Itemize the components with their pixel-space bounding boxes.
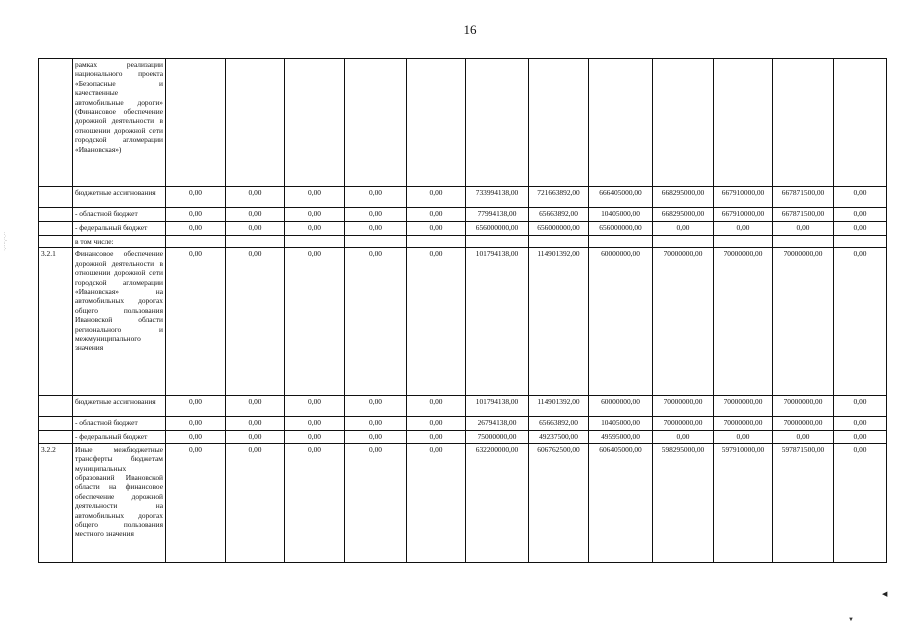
table-row xyxy=(39,208,887,222)
row-description: - областной бюджет xyxy=(73,417,166,431)
value-cell: 0,00 xyxy=(653,431,714,443)
value-cell: 0,00 xyxy=(345,248,407,396)
value-cell: 0,00 xyxy=(166,443,226,562)
value-cell: 0,00 xyxy=(226,208,285,222)
value-cell xyxy=(345,236,407,248)
row-description: бюджетные ассигнования xyxy=(73,187,166,208)
value-cell: 632200000,00 xyxy=(466,443,529,562)
value-cell: 0,00 xyxy=(345,187,407,208)
value-cell: 666405000,00 xyxy=(589,187,653,208)
row-code: 3.2.2 xyxy=(39,443,73,562)
value-cell xyxy=(834,59,887,187)
row-description: - областной бюджет xyxy=(73,208,166,222)
value-cell: 0,00 xyxy=(407,222,466,236)
value-cell: 597910000,00 xyxy=(714,443,773,562)
value-cell: 0,00 xyxy=(285,248,345,396)
value-cell: 65663892,00 xyxy=(529,417,589,431)
value-cell: 0,00 xyxy=(166,187,226,208)
value-cell: 114901392,00 xyxy=(529,396,589,417)
value-cell: 0,00 xyxy=(285,396,345,417)
value-cell: 0,00 xyxy=(226,187,285,208)
value-cell: 598295000,00 xyxy=(653,443,714,562)
value-cell: 70000000,00 xyxy=(714,396,773,417)
value-cell: 70000000,00 xyxy=(773,417,834,431)
table-row xyxy=(39,187,887,208)
value-cell xyxy=(407,59,466,187)
row-code xyxy=(39,208,73,222)
value-cell xyxy=(653,236,714,248)
row-description: - федеральный бюджет xyxy=(73,431,166,443)
value-cell: 0,00 xyxy=(226,396,285,417)
value-cell: 101794138,00 xyxy=(466,396,529,417)
value-cell xyxy=(285,236,345,248)
row-code xyxy=(39,396,73,417)
row-code xyxy=(39,417,73,431)
row-code xyxy=(39,187,73,208)
value-cell: 0,00 xyxy=(226,248,285,396)
value-cell xyxy=(529,59,589,187)
value-cell: 49237500,00 xyxy=(529,431,589,443)
value-cell: 0,00 xyxy=(345,431,407,443)
value-cell: 668295000,00 xyxy=(653,187,714,208)
value-cell xyxy=(589,59,653,187)
row-description: Финансовое обеспечение дорожной деятельности в отношении дорожной сети городской агломерации «Ивановская» на автомобильных дорогах общего пользования Ивановской области регионального и межмуниципального значения xyxy=(73,248,166,396)
table-row xyxy=(39,396,887,417)
value-cell: 668295000,00 xyxy=(653,208,714,222)
margin-scan-marks: ·.····,··.·· xyxy=(3,232,8,251)
value-cell: 70000000,00 xyxy=(773,248,834,396)
value-cell: 0,00 xyxy=(345,396,407,417)
value-cell: 26794138,00 xyxy=(466,417,529,431)
value-cell: 0,00 xyxy=(407,208,466,222)
row-code: 3.2.1 xyxy=(39,248,73,396)
value-cell: 0,00 xyxy=(834,222,887,236)
value-cell: 114901392,00 xyxy=(529,248,589,396)
value-cell: 60000000,00 xyxy=(589,248,653,396)
value-cell: 667910000,00 xyxy=(714,187,773,208)
value-cell: 0,00 xyxy=(285,208,345,222)
value-cell: 49595000,00 xyxy=(589,431,653,443)
table-row xyxy=(39,443,887,562)
table-row xyxy=(39,236,887,248)
value-cell: 0,00 xyxy=(226,417,285,431)
value-cell: 10405000,00 xyxy=(589,208,653,222)
value-cell: 0,00 xyxy=(834,248,887,396)
value-cell: 0,00 xyxy=(345,208,407,222)
value-cell: 606405000,00 xyxy=(589,443,653,562)
value-cell: 75000000,00 xyxy=(466,431,529,443)
value-cell: 0,00 xyxy=(285,187,345,208)
value-cell: 0,00 xyxy=(714,431,773,443)
value-cell: 0,00 xyxy=(166,248,226,396)
value-cell: 0,00 xyxy=(407,443,466,562)
value-cell: 60000000,00 xyxy=(589,396,653,417)
value-cell: 0,00 xyxy=(407,248,466,396)
value-cell: 0,00 xyxy=(653,222,714,236)
value-cell xyxy=(714,59,773,187)
scan-artifact-mark: ▼ xyxy=(848,617,854,623)
value-cell: 0,00 xyxy=(834,396,887,417)
value-cell: 70000000,00 xyxy=(653,248,714,396)
value-cell: 0,00 xyxy=(285,222,345,236)
value-cell: 70000000,00 xyxy=(714,417,773,431)
value-cell: 721663892,00 xyxy=(529,187,589,208)
value-cell: 0,00 xyxy=(166,431,226,443)
row-code xyxy=(39,222,73,236)
value-cell: 70000000,00 xyxy=(653,417,714,431)
value-cell: 0,00 xyxy=(834,443,887,562)
row-description: - федеральный бюджет xyxy=(73,222,166,236)
value-cell: 0,00 xyxy=(166,208,226,222)
value-cell: 0,00 xyxy=(285,443,345,562)
table-row xyxy=(39,59,887,187)
table-row xyxy=(39,431,887,443)
value-cell xyxy=(589,236,653,248)
value-cell xyxy=(166,59,226,187)
row-description: бюджетные ассигнования xyxy=(73,396,166,417)
value-cell xyxy=(773,59,834,187)
scan-artifact-mark: ◀ xyxy=(882,590,888,598)
value-cell: 0,00 xyxy=(407,187,466,208)
value-cell: 77994138,00 xyxy=(466,208,529,222)
value-cell: 10405000,00 xyxy=(589,417,653,431)
value-cell xyxy=(407,236,466,248)
page-number: 16 xyxy=(463,22,477,37)
value-cell: 656000000,00 xyxy=(589,222,653,236)
value-cell: 0,00 xyxy=(834,208,887,222)
value-cell: 101794138,00 xyxy=(466,248,529,396)
table-row xyxy=(39,248,887,396)
row-description: рамках реализации национального проекта «Безопасные и качественные автомобильные дороги» (Финансовое обеспечение дорожной деятельности в отношении дорожной сети городской агломерации «Ивановская») xyxy=(73,59,166,187)
value-cell: 0,00 xyxy=(773,431,834,443)
value-cell: 656000000,00 xyxy=(466,222,529,236)
value-cell: 0,00 xyxy=(345,443,407,562)
value-cell: 0,00 xyxy=(407,431,466,443)
value-cell xyxy=(466,59,529,187)
value-cell: 667910000,00 xyxy=(714,208,773,222)
budget-table xyxy=(38,58,887,563)
value-cell xyxy=(345,59,407,187)
value-cell: 0,00 xyxy=(834,417,887,431)
row-description: в том числе: xyxy=(73,236,166,248)
table-row xyxy=(39,222,887,236)
value-cell: 70000000,00 xyxy=(773,396,834,417)
value-cell: 0,00 xyxy=(226,431,285,443)
table-row xyxy=(39,417,887,431)
value-cell: 70000000,00 xyxy=(653,396,714,417)
value-cell: 597871500,00 xyxy=(773,443,834,562)
row-code xyxy=(39,59,73,187)
value-cell xyxy=(166,236,226,248)
value-cell: 0,00 xyxy=(166,396,226,417)
value-cell: 0,00 xyxy=(166,417,226,431)
value-cell xyxy=(226,59,285,187)
value-cell xyxy=(529,236,589,248)
value-cell: 667871500,00 xyxy=(773,208,834,222)
value-cell xyxy=(226,236,285,248)
value-cell: 0,00 xyxy=(285,417,345,431)
row-code xyxy=(39,431,73,443)
value-cell: 0,00 xyxy=(834,431,887,443)
value-cell xyxy=(834,236,887,248)
value-cell: 0,00 xyxy=(407,417,466,431)
value-cell: 0,00 xyxy=(407,396,466,417)
value-cell: 733994138,00 xyxy=(466,187,529,208)
value-cell xyxy=(285,59,345,187)
value-cell xyxy=(773,236,834,248)
value-cell: 0,00 xyxy=(345,417,407,431)
value-cell: 0,00 xyxy=(773,222,834,236)
value-cell: 667871500,00 xyxy=(773,187,834,208)
value-cell: 0,00 xyxy=(226,222,285,236)
value-cell: 0,00 xyxy=(714,222,773,236)
value-cell: 606762500,00 xyxy=(529,443,589,562)
value-cell: 0,00 xyxy=(226,443,285,562)
value-cell xyxy=(466,236,529,248)
value-cell: 0,00 xyxy=(166,222,226,236)
value-cell: 70000000,00 xyxy=(714,248,773,396)
row-description: Иные межбюджетные трансферты бюджетам муниципальных образований Ивановской области на финансовое обеспечение дорожной деятельности на автомобильных дорогах общего пользования местного значения xyxy=(73,443,166,562)
value-cell: 0,00 xyxy=(285,431,345,443)
value-cell xyxy=(653,59,714,187)
value-cell xyxy=(714,236,773,248)
value-cell: 65663892,00 xyxy=(529,208,589,222)
value-cell: 0,00 xyxy=(834,187,887,208)
value-cell: 0,00 xyxy=(345,222,407,236)
value-cell: 656000000,00 xyxy=(529,222,589,236)
row-code xyxy=(39,236,73,248)
